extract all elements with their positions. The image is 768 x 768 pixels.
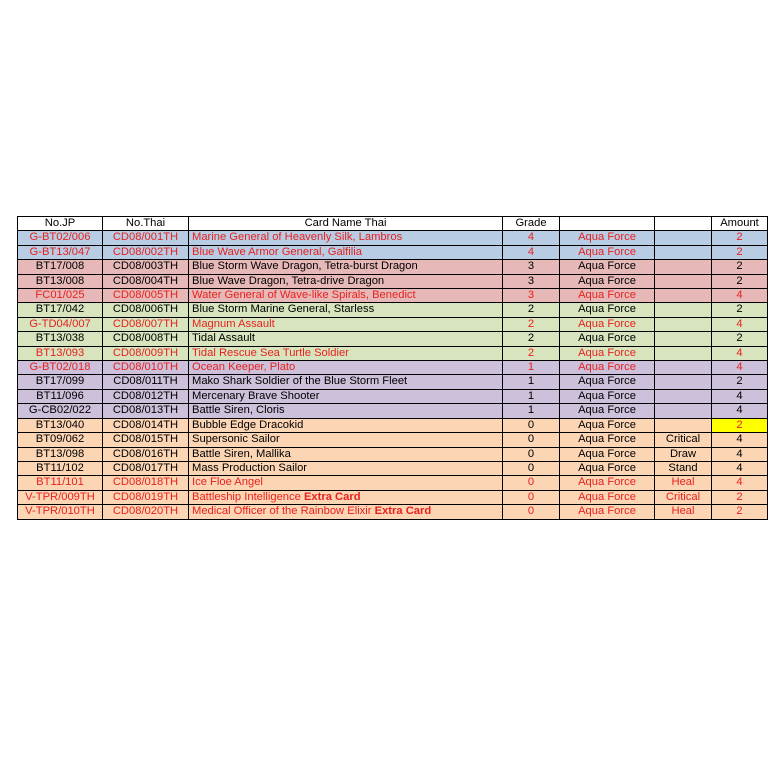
cell-no-thai: CD08/006TH <box>103 303 189 317</box>
table-row <box>18 303 768 317</box>
cell-no-thai: CD08/011TH <box>103 375 189 389</box>
header-amount: Amount <box>712 217 768 231</box>
cell-card-name <box>189 361 503 375</box>
cell-trigger <box>655 404 712 418</box>
cell-no-jp: BT11/101 <box>18 476 103 490</box>
cell-no-jp: BT11/102 <box>18 461 103 475</box>
card-name-text: Marine General of Heavenly Silk, Lambros <box>192 231 403 244</box>
cell-card-name <box>189 404 503 418</box>
header-card-name: Card Name Thai <box>189 217 503 231</box>
cell-no-thai: CD08/016TH <box>103 447 189 461</box>
cell-card-name <box>189 389 503 403</box>
cell-clan: Aqua Force <box>560 447 655 461</box>
cell-clan: Aqua Force <box>560 289 655 303</box>
cell-trigger: Draw <box>655 447 712 461</box>
cell-trigger <box>655 231 712 245</box>
card-name-text: Water General of Wave-like Spirals, Benedict <box>192 289 416 302</box>
cell-card-name <box>189 346 503 360</box>
cell-grade: 4 <box>503 245 560 259</box>
cell-card-name <box>189 289 503 303</box>
table-row <box>18 433 768 447</box>
cell-no-jp: G-BT02/006 <box>18 231 103 245</box>
table-row <box>18 289 768 303</box>
cell-no-thai: CD08/013TH <box>103 404 189 418</box>
cell-no-jp: BT09/062 <box>18 433 103 447</box>
cell-clan: Aqua Force <box>560 375 655 389</box>
cell-amount: 2 <box>712 260 768 274</box>
cell-grade: 2 <box>503 317 560 331</box>
table-row <box>18 461 768 475</box>
cell-no-jp: V-TPR/009TH <box>18 490 103 504</box>
card-name-text: Mass Production Sailor <box>192 461 308 474</box>
cell-trigger <box>655 274 712 288</box>
cell-no-thai: CD08/007TH <box>103 317 189 331</box>
table-row <box>18 274 768 288</box>
cell-no-thai: CD08/004TH <box>103 274 189 288</box>
cell-trigger <box>655 332 712 346</box>
cell-card-name <box>189 490 503 504</box>
header-clan <box>560 217 655 231</box>
cell-clan: Aqua Force <box>560 303 655 317</box>
cell-amount: 2 <box>712 375 768 389</box>
cell-clan: Aqua Force <box>560 317 655 331</box>
cell-grade: 4 <box>503 231 560 245</box>
cell-no-jp: V-TPR/010TH <box>18 505 103 519</box>
cell-trigger <box>655 346 712 360</box>
cell-grade: 0 <box>503 418 560 432</box>
card-name-text: Battle Siren, Mallika <box>192 447 291 460</box>
table-row <box>18 404 768 418</box>
cell-amount: 4 <box>712 476 768 490</box>
cell-amount: 4 <box>712 404 768 418</box>
cell-card-name <box>189 476 503 490</box>
cell-grade: 3 <box>503 260 560 274</box>
cell-grade: 0 <box>503 461 560 475</box>
table-row <box>18 447 768 461</box>
cell-amount: 2 <box>712 245 768 259</box>
cell-trigger <box>655 303 712 317</box>
cell-trigger: Heal <box>655 505 712 519</box>
cell-no-thai: CD08/015TH <box>103 433 189 447</box>
cell-trigger <box>655 289 712 303</box>
cell-grade: 2 <box>503 346 560 360</box>
card-list-table <box>17 216 768 520</box>
cell-no-thai: CD08/002TH <box>103 245 189 259</box>
table-row <box>18 418 768 432</box>
cell-grade: 3 <box>503 289 560 303</box>
cell-no-jp: FC01/025 <box>18 289 103 303</box>
cell-trigger <box>655 317 712 331</box>
card-name-text: Blue Storm Wave Dragon, Tetra-burst Dragon <box>192 260 418 273</box>
table-row <box>18 346 768 360</box>
cell-clan: Aqua Force <box>560 476 655 490</box>
cell-grade: 0 <box>503 433 560 447</box>
cell-trigger: Stand <box>655 461 712 475</box>
cell-amount: 4 <box>712 361 768 375</box>
cell-amount: 4 <box>712 317 768 331</box>
cell-no-thai: CD08/008TH <box>103 332 189 346</box>
cell-no-thai: CD08/014TH <box>103 418 189 432</box>
cell-clan: Aqua Force <box>560 260 655 274</box>
card-name-text: Battle Siren, Cloris <box>192 404 285 417</box>
cell-no-thai: CD08/003TH <box>103 260 189 274</box>
cell-amount: 2 <box>712 274 768 288</box>
table-row <box>18 332 768 346</box>
cell-amount: 2 <box>712 505 768 519</box>
cell-no-thai: CD08/019TH <box>103 490 189 504</box>
cell-trigger: Heal <box>655 476 712 490</box>
cell-card-name <box>189 505 503 519</box>
cell-no-thai: CD08/010TH <box>103 361 189 375</box>
cell-trigger <box>655 245 712 259</box>
cell-no-thai: CD08/005TH <box>103 289 189 303</box>
cell-clan: Aqua Force <box>560 361 655 375</box>
card-name-text: Battleship Intelligence <box>192 490 301 503</box>
card-rows <box>18 231 768 519</box>
cell-card-name <box>189 303 503 317</box>
cell-trigger <box>655 375 712 389</box>
cell-no-jp: G-BT02/018 <box>18 361 103 375</box>
cell-no-thai: CD08/017TH <box>103 461 189 475</box>
cell-clan: Aqua Force <box>560 389 655 403</box>
cell-amount: 4 <box>712 389 768 403</box>
cell-card-name <box>189 317 503 331</box>
cell-no-jp: BT13/093 <box>18 346 103 360</box>
cell-card-name <box>189 447 503 461</box>
cell-trigger <box>655 260 712 274</box>
header-row <box>18 217 768 231</box>
cell-no-jp: BT13/098 <box>18 447 103 461</box>
cell-no-jp: BT17/042 <box>18 303 103 317</box>
card-name-text: Bubble Edge Dracokid <box>192 418 304 431</box>
card-name-text: Blue Wave Armor General, Galfilia <box>192 245 362 258</box>
cell-clan: Aqua Force <box>560 245 655 259</box>
cell-card-name <box>189 461 503 475</box>
table-row <box>18 375 768 389</box>
cell-clan: Aqua Force <box>560 418 655 432</box>
cell-clan: Aqua Force <box>560 274 655 288</box>
cell-grade: 0 <box>503 447 560 461</box>
cell-clan: Aqua Force <box>560 461 655 475</box>
cell-card-name <box>189 231 503 245</box>
cell-no-jp: BT11/096 <box>18 389 103 403</box>
card-name-text: Blue Storm Marine General, Starless <box>192 303 375 316</box>
cell-clan: Aqua Force <box>560 231 655 245</box>
cell-amount: 2 <box>712 332 768 346</box>
cell-grade: 0 <box>503 476 560 490</box>
cell-trigger: Critical <box>655 490 712 504</box>
table-row <box>18 505 768 519</box>
cell-card-name <box>189 245 503 259</box>
cell-grade: 2 <box>503 303 560 317</box>
card-name-text: Ice Floe Angel <box>192 476 263 489</box>
card-name-text: Medical Officer of the Rainbow Elixir <box>192 505 372 518</box>
cell-trigger <box>655 361 712 375</box>
card-name-text: Mercenary Brave Shooter <box>192 389 320 402</box>
card-name-text: Supersonic Sailor <box>192 433 280 446</box>
cell-grade: 3 <box>503 274 560 288</box>
cell-no-jp: G-CB02/022 <box>18 404 103 418</box>
cell-no-jp: BT17/008 <box>18 260 103 274</box>
card-name-text: Ocean Keeper, Plato <box>192 361 296 374</box>
cell-grade: 1 <box>503 375 560 389</box>
cell-amount: 4 <box>712 447 768 461</box>
cell-clan: Aqua Force <box>560 404 655 418</box>
cell-amount: 4 <box>712 346 768 360</box>
table-row <box>18 476 768 490</box>
cell-clan: Aqua Force <box>560 505 655 519</box>
cell-no-jp: BT17/099 <box>18 375 103 389</box>
header-trigger <box>655 217 712 231</box>
cell-amount: 2 <box>712 303 768 317</box>
cell-amount: 2 <box>712 418 768 432</box>
cell-card-name <box>189 260 503 274</box>
cell-no-thai: CD08/018TH <box>103 476 189 490</box>
header-no-thai: No.Thai <box>103 217 189 231</box>
cell-grade: 0 <box>503 505 560 519</box>
cell-no-thai: CD08/012TH <box>103 389 189 403</box>
cell-no-jp: G-BT13/047 <box>18 245 103 259</box>
card-name-text: Magnum Assault <box>192 317 275 330</box>
cell-no-jp: G-TD04/007 <box>18 317 103 331</box>
cell-amount: 4 <box>712 433 768 447</box>
cell-trigger: Critical <box>655 433 712 447</box>
cell-grade: 2 <box>503 332 560 346</box>
card-name-text: Blue Wave Dragon, Tetra-drive Dragon <box>192 274 385 287</box>
cell-no-thai: CD08/020TH <box>103 505 189 519</box>
cell-clan: Aqua Force <box>560 332 655 346</box>
cell-card-name <box>189 433 503 447</box>
card-name-text: Tidal Rescue Sea Turtle Soldier <box>192 346 349 359</box>
header-grade: Grade <box>503 217 560 231</box>
cell-card-name <box>189 332 503 346</box>
cell-amount: 4 <box>712 461 768 475</box>
cell-grade: 1 <box>503 361 560 375</box>
cell-clan: Aqua Force <box>560 346 655 360</box>
table-row <box>18 231 768 245</box>
cell-trigger <box>655 389 712 403</box>
table-row <box>18 490 768 504</box>
cell-grade: 1 <box>503 389 560 403</box>
cell-card-name <box>189 274 503 288</box>
cell-no-jp: BT13/038 <box>18 332 103 346</box>
table-row <box>18 361 768 375</box>
cell-card-name <box>189 418 503 432</box>
cell-no-thai: CD08/001TH <box>103 231 189 245</box>
cell-no-thai: CD08/009TH <box>103 346 189 360</box>
card-name-text: Tidal Assault <box>192 332 256 345</box>
cell-amount: 2 <box>712 490 768 504</box>
cell-grade: 0 <box>503 490 560 504</box>
extra-card-label: Extra Card <box>303 490 361 503</box>
cell-trigger <box>655 418 712 432</box>
header-no-jp: No.JP <box>18 217 103 231</box>
table-row <box>18 245 768 259</box>
cell-amount: 2 <box>712 231 768 245</box>
cell-card-name <box>189 375 503 389</box>
cell-clan: Aqua Force <box>560 490 655 504</box>
cell-clan: Aqua Force <box>560 433 655 447</box>
cell-amount: 4 <box>712 289 768 303</box>
card-name-text: Mako Shark Soldier of the Blue Storm Fleet <box>192 375 408 388</box>
cell-no-jp: BT13/008 <box>18 274 103 288</box>
table-row <box>18 260 768 274</box>
table-row <box>18 317 768 331</box>
cell-grade: 1 <box>503 404 560 418</box>
extra-card-label: Extra Card <box>374 505 432 518</box>
table-row <box>18 389 768 403</box>
cell-no-jp: BT13/040 <box>18 418 103 432</box>
